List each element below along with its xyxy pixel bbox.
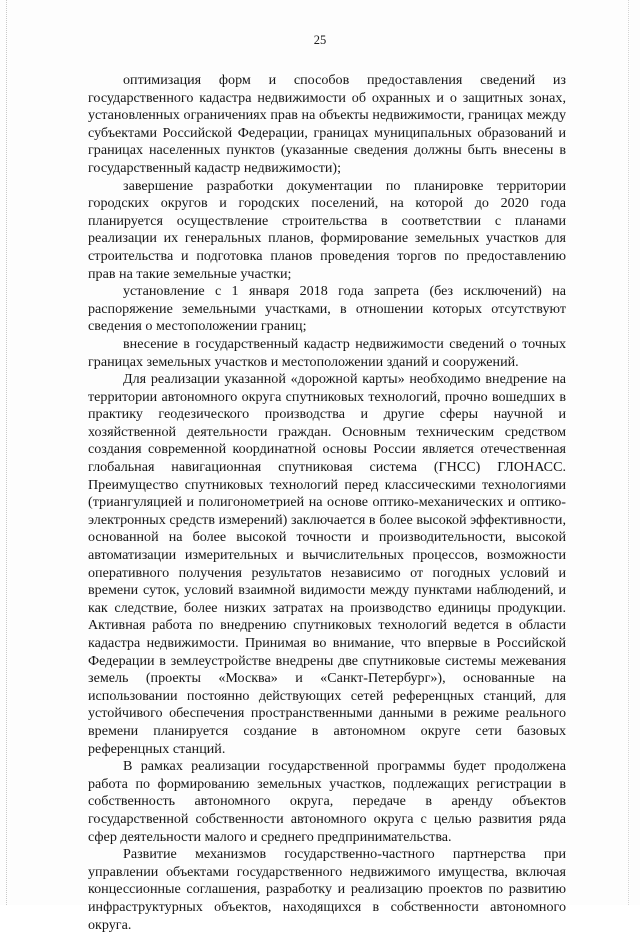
paragraph-planning-documentation: завершение разработки документации по планировке территории городских округов и городских поселений, на которой до 2020 года планируется осуществление строительства в соответствии с планами реализации их генеральных планов, формирование земельных участков для строительства и подготовка планов проведения торгов по предоставлению прав на такие земельные участки; <box>88 177 566 282</box>
paragraph-disposal-ban: установление с 1 января 2018 года запрета (без исключений) на распоряжение земельными участками, в отношении которых отсутствуют сведения о местоположении границ; <box>88 283 566 335</box>
page-number: 25 <box>313 33 327 47</box>
paragraph-boundary-records: внесение в государственный кадастр недвижимости сведений о точных границах земельных участков и местоположении зданий и сооружений. <box>88 335 566 370</box>
scan-edge-left <box>6 0 8 905</box>
scan-edge-right <box>628 0 630 905</box>
document-body <box>88 72 566 934</box>
paragraph-land-parcels: В рамках реализации государственной программы будет продолжена работа по формированию земельных участков, подлежащих регистрации в собственность автономного округа, передаче в аренду объектов государственной собственности автономного округа с целью развития ряда сфер деятельности малого и среднего предпринимательства. <box>88 758 566 845</box>
paragraph-satellite-technologies: Для реализации указанной «дорожной карты» необходимо внедрение на территории автономного округа спутниковых технологий, прочно вошедших в практику геодезического производства и другие сферы научной и хозяйственной деятельности граждан. Основным техническим средством создания современной координатной основы России является отечественная глобальная навигационная спутниковая система (ГНСС) ГЛОНАСС. Преимущество спутниковых технологий перед классическими технологиями (триангуляцией и полигонометрией на основе оптико-механических и оптико-электронных средств измерений) заключается в более высокой эффективности, основанной на более высокой точности и производительности, высокой автоматизации измерительных и вычислительных процессов, возможности оперативного получения результатов независимо от погодных условий и времени суток, условий взаимной видимости между пунктами наблюдений, и как следствие, более низких затратах на производство единицы продукции. Активная работа по внедрению спутниковых технологий ведется в области кадастра недвижимости. Принимая во внимание, что впервые в Российской Федерации в землеустройстве внедрены две спутниковые системы межевания земель (проекты «Москва» и «Санкт-Петербург»), основанные на использовании постоянно действующих сетей референцных станций, для устойчивого обеспечения пространственными данными в режиме реального времени планируется создание в автономном округе сети базовых референцных станций. <box>88 371 566 757</box>
paragraph-cadastre-optimization: оптимизация форм и способов предоставления сведений из государственного кадастра недвижимости об охранных и о защитных зонах, установленных ограничениях прав на объекты недвижимости, границах между субъектами Российской Федерации, границах муниципальных образований и границах населенных пунктов (указанные сведения должны быть внесены в государственный кадастр недвижимости); <box>88 72 566 176</box>
paragraph-public-private-partnership: Развитие механизмов государственно-частного партнерства при управлении объектами государственного недвижимого имущества, включая концессионные соглашения, разработку и реализацию проектов по развитию инфраструктурных объектов, находящихся в собственности автономного округа. <box>88 846 566 933</box>
